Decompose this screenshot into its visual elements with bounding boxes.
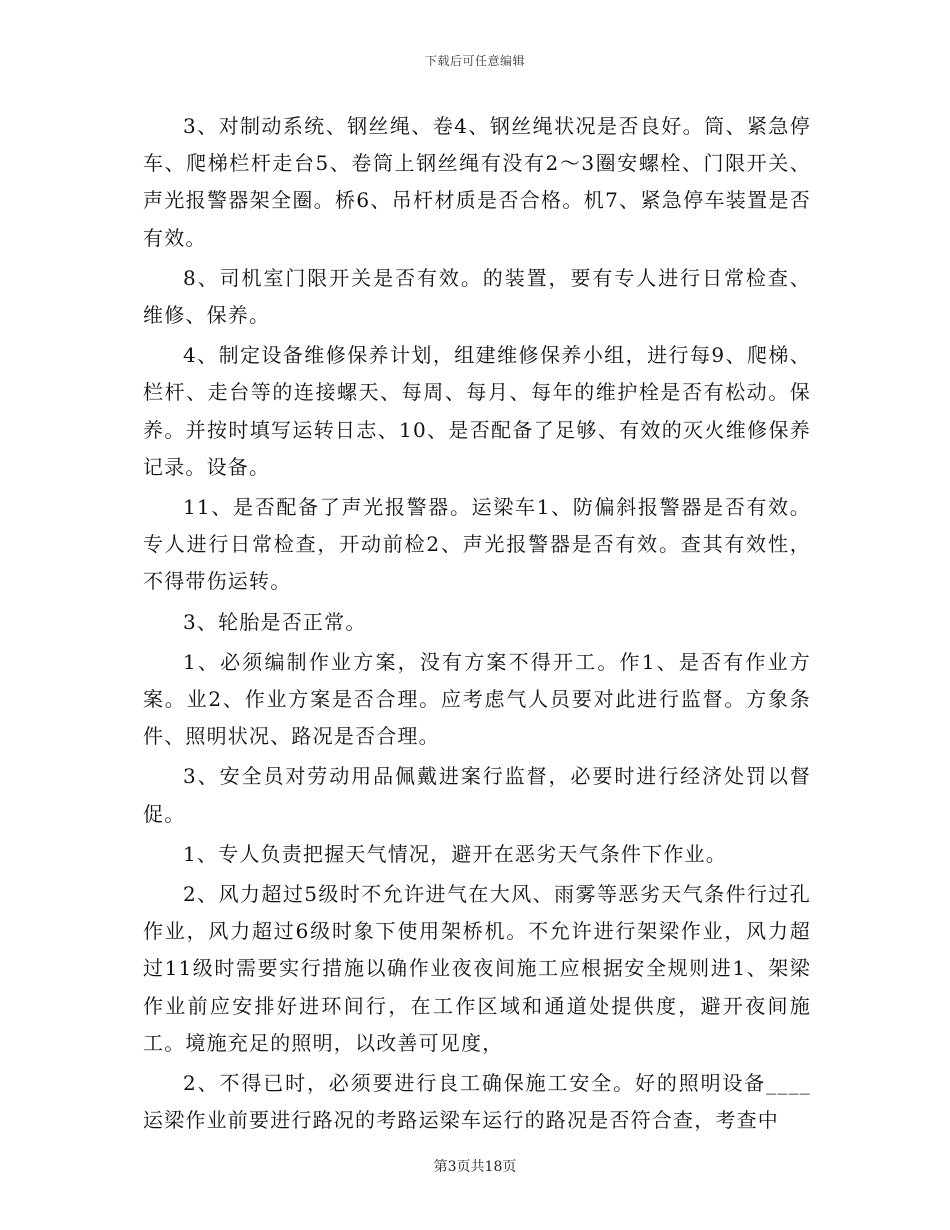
paragraph-6: 1、必须编制作业方案，没有方案不得开工。作1、是否有作业方案。业2、作业方案是否合理。应考虑气人员要对此进行监督。方象条件、照明状况、路况是否合理。 (143, 649, 811, 749)
paragraph-4: 11、是否配备了声光报警器。运梁车1、防偏斜报警器是否有效。专人进行日常检查，开动前检2、声光报警器是否有效。查其有效性，不得带伤运转。 (143, 495, 811, 594)
paragraph-10: 2、不得已时，必须要进行良工确保施工安全。好的照明设备____运梁作业前要进行路况的考路运梁车运行的路况是否符合查，考查中 (143, 1071, 811, 1133)
paragraph-3: 4、制定设备维修保养计划，组建维修保养小组，进行每9、爬梯、栏杆、走台等的连接螺天、每周、每月、每年的维护栓是否有松动。保养。并按时填写运转日志、10、是否配备了足够、有效的灭火维修保养记录。设备。 (143, 343, 811, 479)
page-header: 下载后可任意编辑 (424, 54, 525, 68)
paragraph-1: 3、对制动系统、钢丝绳、卷4、钢丝绳状况是否良好。筒、紧急停车、爬梯栏杆走台5、卷筒上钢丝绳有没有2～3圈安螺栓、门限开关、声光报警器架全圈。桥6、吊杆材质是否合格。机7、紧急停车装置是否有效。 (143, 114, 811, 250)
paragraph-9: 2、风力超过5级时不允许进气在大风、雨雾等恶劣天气条件行过孔作业，风力超过6级时象下使用架桥机。不允许进行架梁作业，风力超过11级时需要实行措施以确作业夜夜间施工应根据安全规则进1、架梁作业前应安排好进环间行，在工作区域和通道处提供度，避开夜间施工。境施充足的照明，以改善可见度， (143, 882, 811, 1055)
page-number: 第3页共18页 (433, 1159, 517, 1175)
document-body (143, 108, 811, 1142)
paragraph-5: 3、轮胎是否正常。 (183, 609, 367, 634)
paragraph-2: 8、司机室门限开关是否有效。的装置，要有专人进行日常检查、维修、保养。 (143, 265, 811, 328)
paragraph-7: 3、安全员对劳动用品佩戴进案行监督，必要时进行经济处罚以督促。 (143, 764, 811, 826)
paragraph-8: 1、专人负责把握天气情况，避开在恶劣天气条件下作业。 (183, 841, 727, 866)
